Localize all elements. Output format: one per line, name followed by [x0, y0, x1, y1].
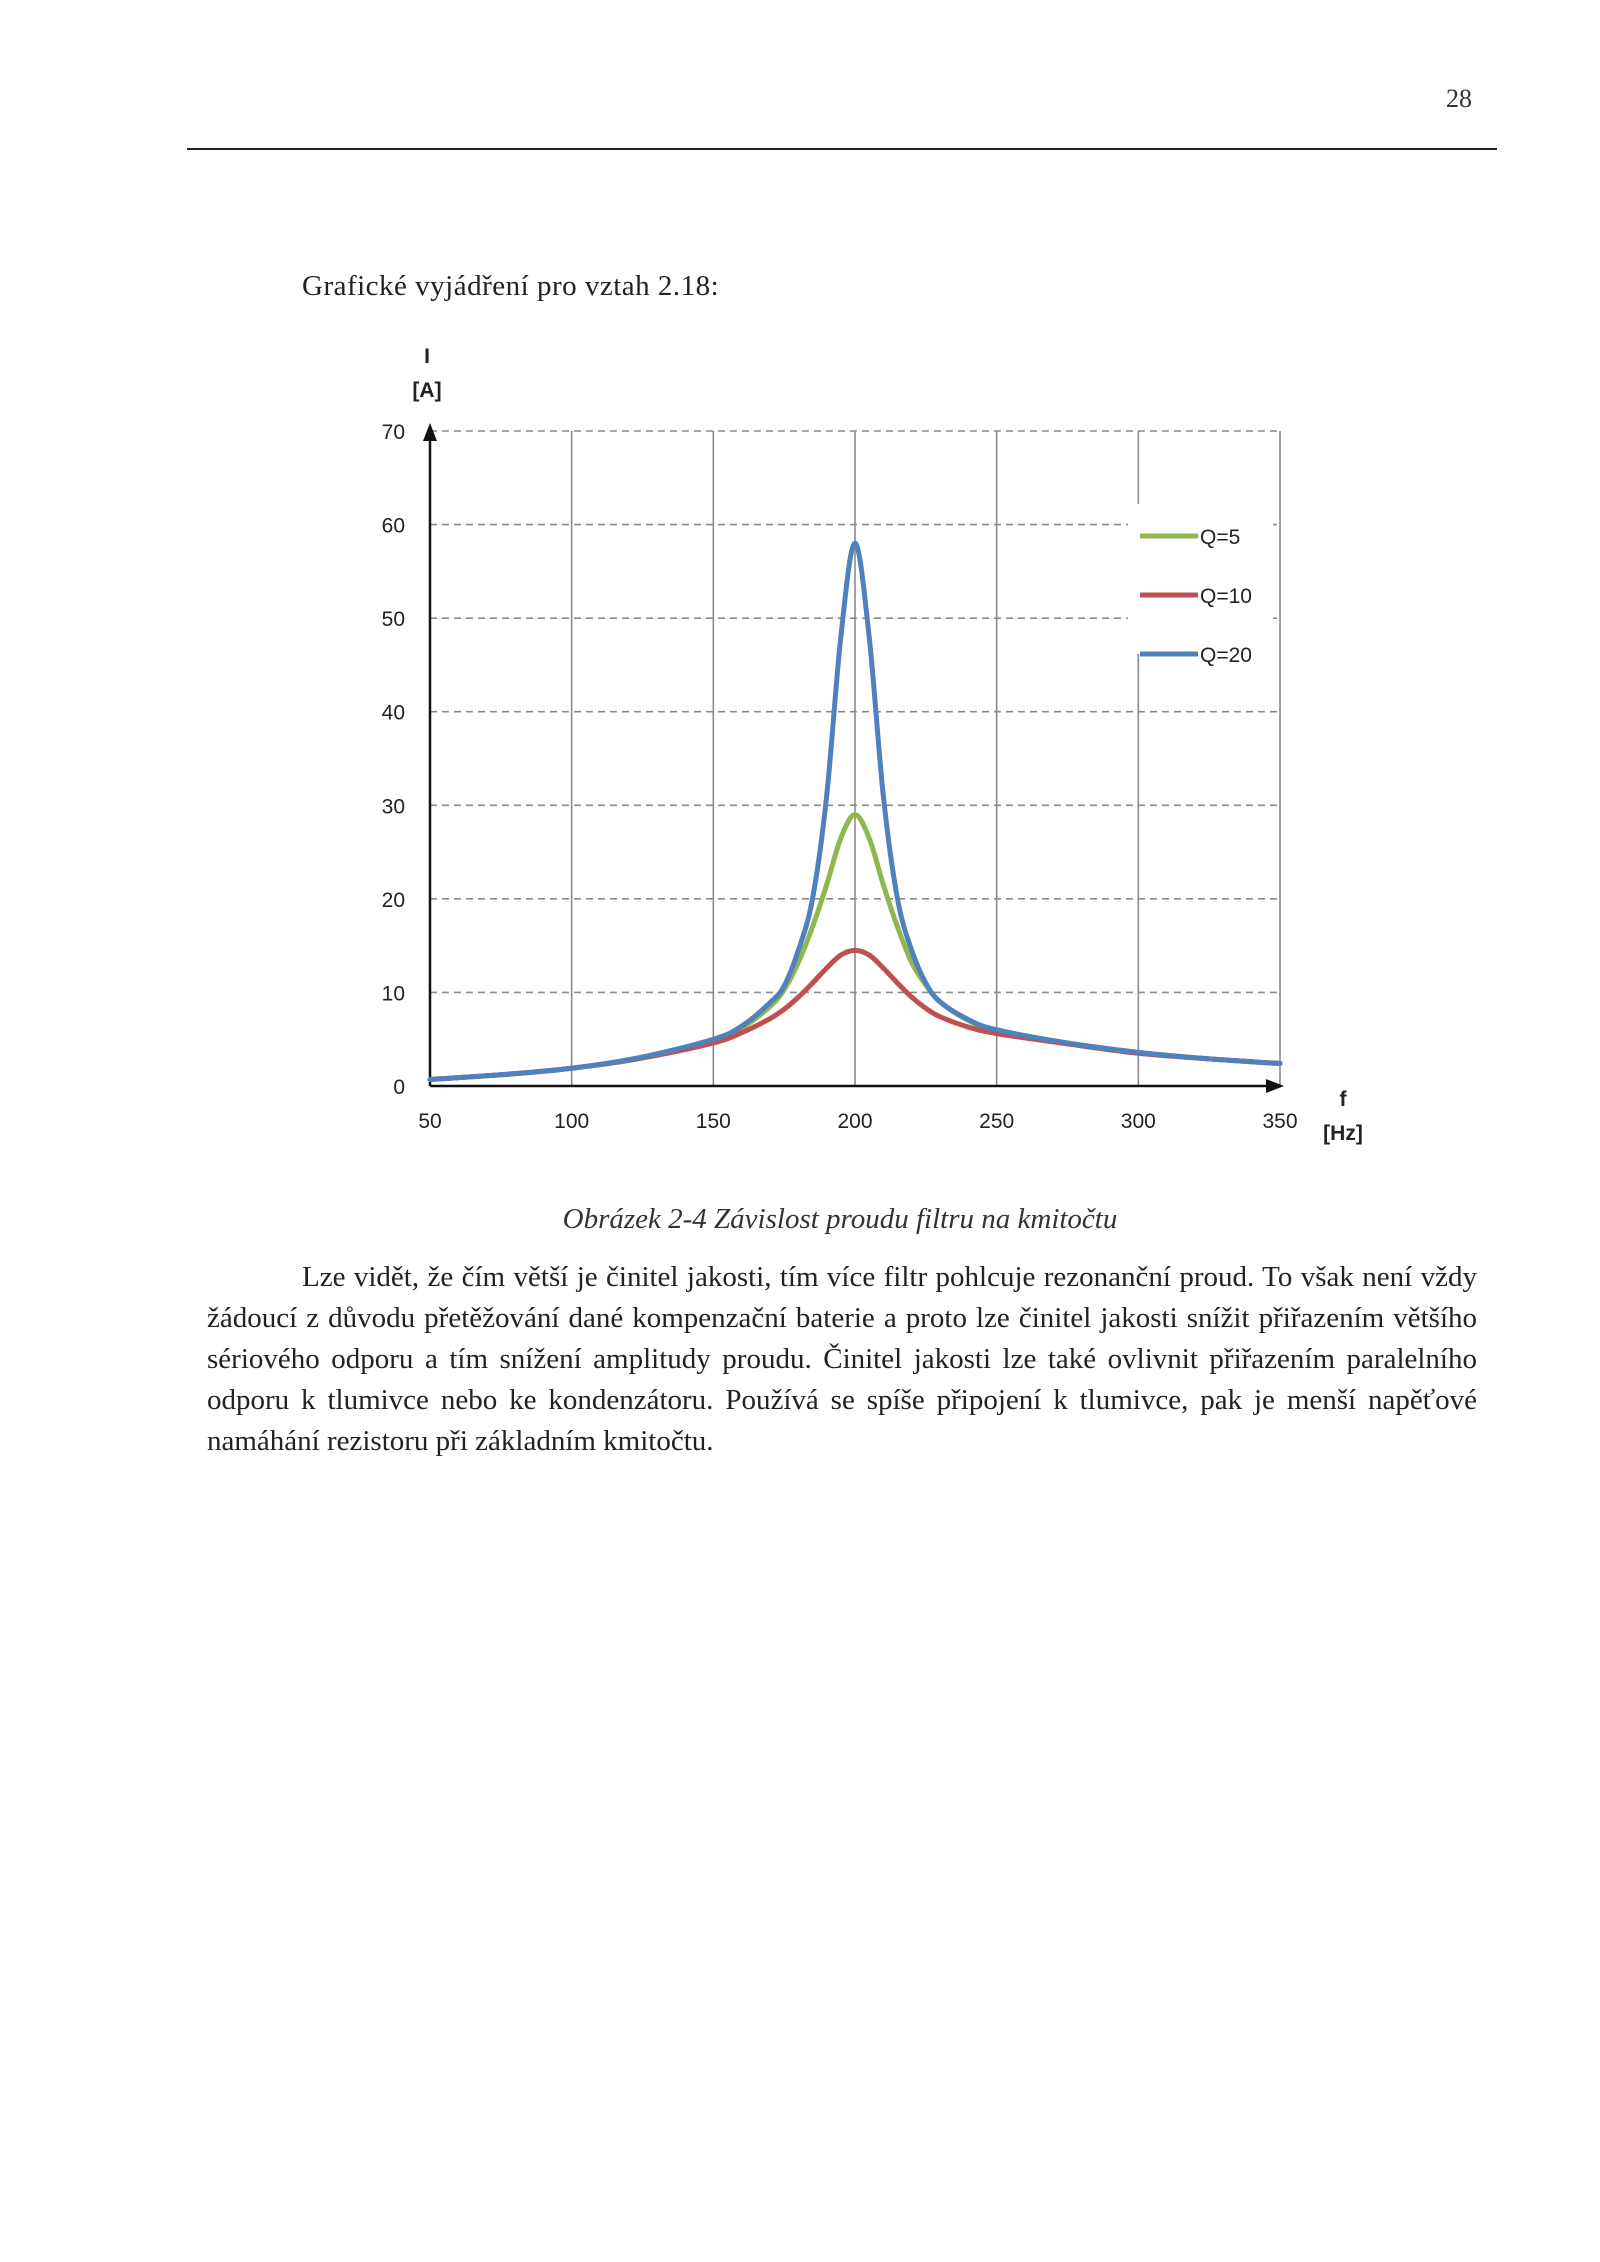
y-tick-label: 70: [381, 421, 405, 444]
x-axis-arrow: [1266, 1079, 1284, 1093]
y-tick-label: 20: [381, 888, 405, 912]
x-tick-label: 350: [1262, 1110, 1298, 1133]
y-axis-unit: [A]: [412, 379, 442, 402]
y-tick-label: 30: [381, 795, 405, 819]
x-tick-label: 250: [979, 1110, 1015, 1133]
x-tick-label: 50: [418, 1110, 442, 1133]
header-rule: [187, 148, 1497, 150]
x-tick-label: 100: [554, 1110, 590, 1133]
y-axis-arrow: [423, 423, 437, 441]
legend-label: Q=10: [1200, 585, 1252, 608]
body-paragraph: Lze vidět, že čím větší je činitel jakosti, tím více filtr pohlcuje rezonanční proud. To však není vždy žádoucí z důvodu přetěžování dané kompenzační baterie a proto lze činitel jakosti snížit přiřazením většího sériového odporu a tím snížení amplitudy proudu. Činitel jakosti lze také ovlivnit přiřazením paralelního odporu k tlumivce nebo ke kondenzátoru. Používá se spíše připojení k tlumivce, pak je menší napěťové namáhání rezistoru při základním kmitočtu.: [207, 1261, 1477, 1457]
y-tick-label: 60: [381, 514, 405, 538]
figure-caption: Obrázek 2-4 Závislost proudu filtru na kmitočtu: [562, 1203, 1118, 1235]
intro-text: Grafické vyjádření pro vztah 2.18:: [302, 270, 720, 302]
x-axis-label: f: [1339, 1088, 1347, 1111]
resonance-chart: [360, 336, 1380, 1166]
legend-layer: [1128, 504, 1273, 667]
y-axis-label: I: [424, 345, 430, 368]
y-tick-label: 10: [381, 982, 405, 1006]
x-tick-label: 150: [695, 1110, 731, 1133]
legend-label: Q=5: [1200, 526, 1241, 549]
y-tick-label: 50: [381, 608, 405, 632]
x-tick-label: 200: [837, 1110, 873, 1133]
page-number: 28: [1446, 84, 1472, 113]
labels-layer: [382, 345, 1363, 1145]
y-tick-label: 40: [381, 701, 405, 725]
legend-label: Q=20: [1200, 644, 1252, 667]
y-tick-label: 0: [393, 1076, 405, 1099]
x-axis-unit: [Hz]: [1323, 1122, 1363, 1145]
x-tick-label: 300: [1120, 1110, 1156, 1133]
